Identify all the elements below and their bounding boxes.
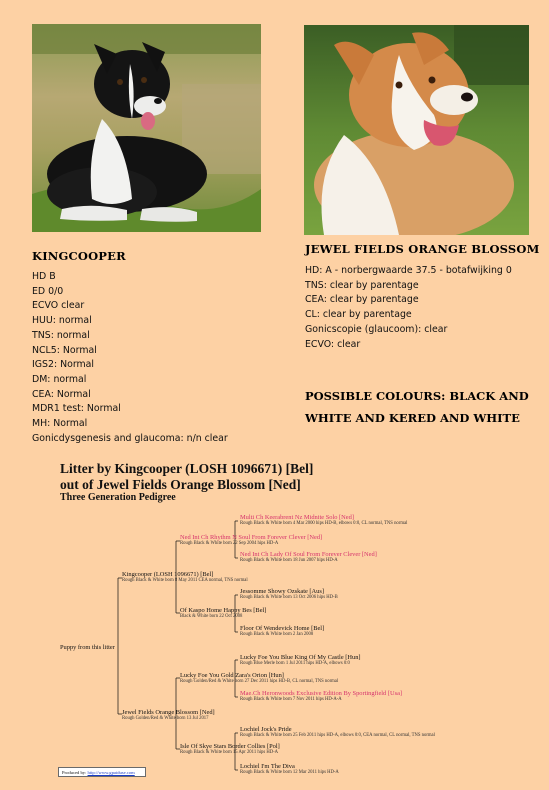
health-item: ECVO clear bbox=[32, 300, 85, 312]
health-item: NCL5: Normal bbox=[32, 344, 97, 356]
produced-by-link[interactable]: http://www.gpaiduse.com bbox=[87, 770, 135, 775]
pedigree-dam-name: Jewel Fields Orange Blossom [Ned] bbox=[122, 709, 215, 716]
health-item: HD: A - norbergwaarde 37.5 - botafwijking 0 bbox=[305, 265, 512, 276]
health-item: Gonicdysgenesis and glaucoma: n/n clear bbox=[32, 432, 228, 444]
possible-colours: POSSIBLE COLOURS: BLACK AND WHITE AND KERED AND WHITE bbox=[305, 389, 529, 425]
pedigree-sire-name: Kingcooper (LOSH 1096671) [Bel] bbox=[122, 571, 214, 578]
health-item: TNS: clear by parentage bbox=[305, 279, 419, 291]
health-item: CL: clear by parentage bbox=[305, 309, 412, 321]
health-item: TNS: normal bbox=[32, 329, 90, 341]
pedigree-dsd-detail: Rough Black & White born 7 Nov 2011 hips HD-A-A bbox=[240, 697, 342, 702]
health-item: HUU: normal bbox=[32, 315, 92, 327]
pedigree-sss-name: Multi Ch Keerabrent Nz Midnite Solo [Ned] bbox=[240, 514, 354, 521]
pedigree-dam-detail: Rough Golden/Red & White born 13 Jul 2017 bbox=[122, 716, 209, 721]
pedigree-ss-detail: Rough Black & White born 22 Sep 2004 hips HD-A bbox=[180, 541, 279, 546]
pedigree-sdd-name: Floor Of Wendevick Home [Bel] bbox=[240, 625, 325, 632]
health-item: CEA: Normal bbox=[32, 388, 91, 400]
health-item: MH: Normal bbox=[32, 418, 88, 430]
pedigree-title-line2: out of Jewel Fields Orange Blossom [Ned] bbox=[60, 477, 301, 492]
produced-by-box bbox=[58, 767, 146, 777]
jewel-name: JEWEL FIELDS ORANGE BLOSSOM bbox=[305, 242, 540, 256]
pedigree-title-line1: Litter by Kingcooper (LOSH 1096671) [Bel] bbox=[60, 461, 314, 476]
health-item: CEA: clear by parentage bbox=[305, 294, 419, 306]
pedigree-ssd-name: Ned Int Ch Lady Of Soul From Forever Clever [Ned] bbox=[240, 551, 377, 558]
pedigree-ddd-name: Lochiel I'm The Diva bbox=[240, 763, 295, 770]
pedigree-dd-name: Isle Of Skye Stars Border Collies [Pol] bbox=[180, 743, 280, 750]
pedigree-sd-name: Of Kaspo Home Happy Bes [Bel] bbox=[180, 607, 267, 614]
kingcooper-name: KINGCOOPER bbox=[32, 249, 126, 263]
health-item: ED 0/0 bbox=[32, 285, 64, 297]
health-item: ECVO: clear bbox=[305, 338, 361, 350]
health-item: Gonicscopie (glaucoom): clear bbox=[305, 323, 448, 335]
health-item: MDR1 test: Normal bbox=[32, 403, 121, 415]
health-item: IGS2: Normal bbox=[32, 359, 95, 371]
pedigree-sd-detail: Black & White born 22 Oct 2008 bbox=[180, 614, 243, 619]
pedigree-ds-detail: Rough Golden/Red & White born 27 Dec 2011 hips HD-B, CL normal, TNS normal bbox=[180, 679, 339, 684]
pedigree-dds-name: Lochiel Jock's Pride bbox=[240, 726, 292, 733]
pedigree-subtitle: Three Generation Pedigree bbox=[60, 492, 176, 503]
pedigree-ds-name: Lucky Foe You Gold Zara's Orion [Hun] bbox=[180, 672, 284, 679]
pedigree-root: Puppy from this litter bbox=[60, 644, 115, 651]
pedigree-sds-name: Jessomme Showy Ozskate [Aus] bbox=[240, 588, 324, 595]
pedigree-dd-detail: Rough Black & White born 15 Apr 2011 hips HD-A bbox=[180, 750, 279, 755]
pedigree-sdd-detail: Rough Black & White born 2 Jan 2008 bbox=[240, 632, 314, 637]
pedigree-ddd-detail: Rough Black & White born 12 Mar 2011 hips HD-A bbox=[240, 770, 339, 775]
pedigree-ss-name: Ned Int Ch Rhythm N Soul From Forever Clever [Ned] bbox=[180, 534, 323, 541]
pedigree-ssd-detail: Rough Black & White born 18 Jun 2007 hips HD-A bbox=[240, 558, 338, 563]
pedigree-sss-detail: Rough Black & White born 4 Mar 2000 hips HD-B, elbows 0:0, CL normal, TNS normal bbox=[240, 521, 408, 526]
pedigree-sds-detail: Rough Black & White born 13 Oct 2006 hips HD-B bbox=[240, 595, 338, 600]
pedigree-sire-detail: Rough Black & White born 8 May 2011 CEA normal, TNS normal bbox=[122, 578, 248, 583]
pedigree-dss-detail: Rough Blue Merle born 1 Jul 2011 hips HD-A, elbows 0:0 bbox=[240, 661, 350, 666]
health-item: HD B bbox=[32, 271, 56, 282]
produced-by-label: Produced by: bbox=[62, 770, 87, 775]
pedigree-dds-detail: Rough Black & White born 25 Feb 2011 hips HD-A, elbows 0:0, CEA normal, CL normal, TNS normal bbox=[240, 733, 435, 738]
health-item: DM: normal bbox=[32, 373, 87, 385]
pedigree-dsd-name: Mae.Ch Heronwoods Exclusive Edition By Sportingfield [Usa] bbox=[240, 690, 403, 697]
pedigree-dss-name: Lucky Foe You Blue King Of My Castle [Hun] bbox=[240, 654, 361, 661]
